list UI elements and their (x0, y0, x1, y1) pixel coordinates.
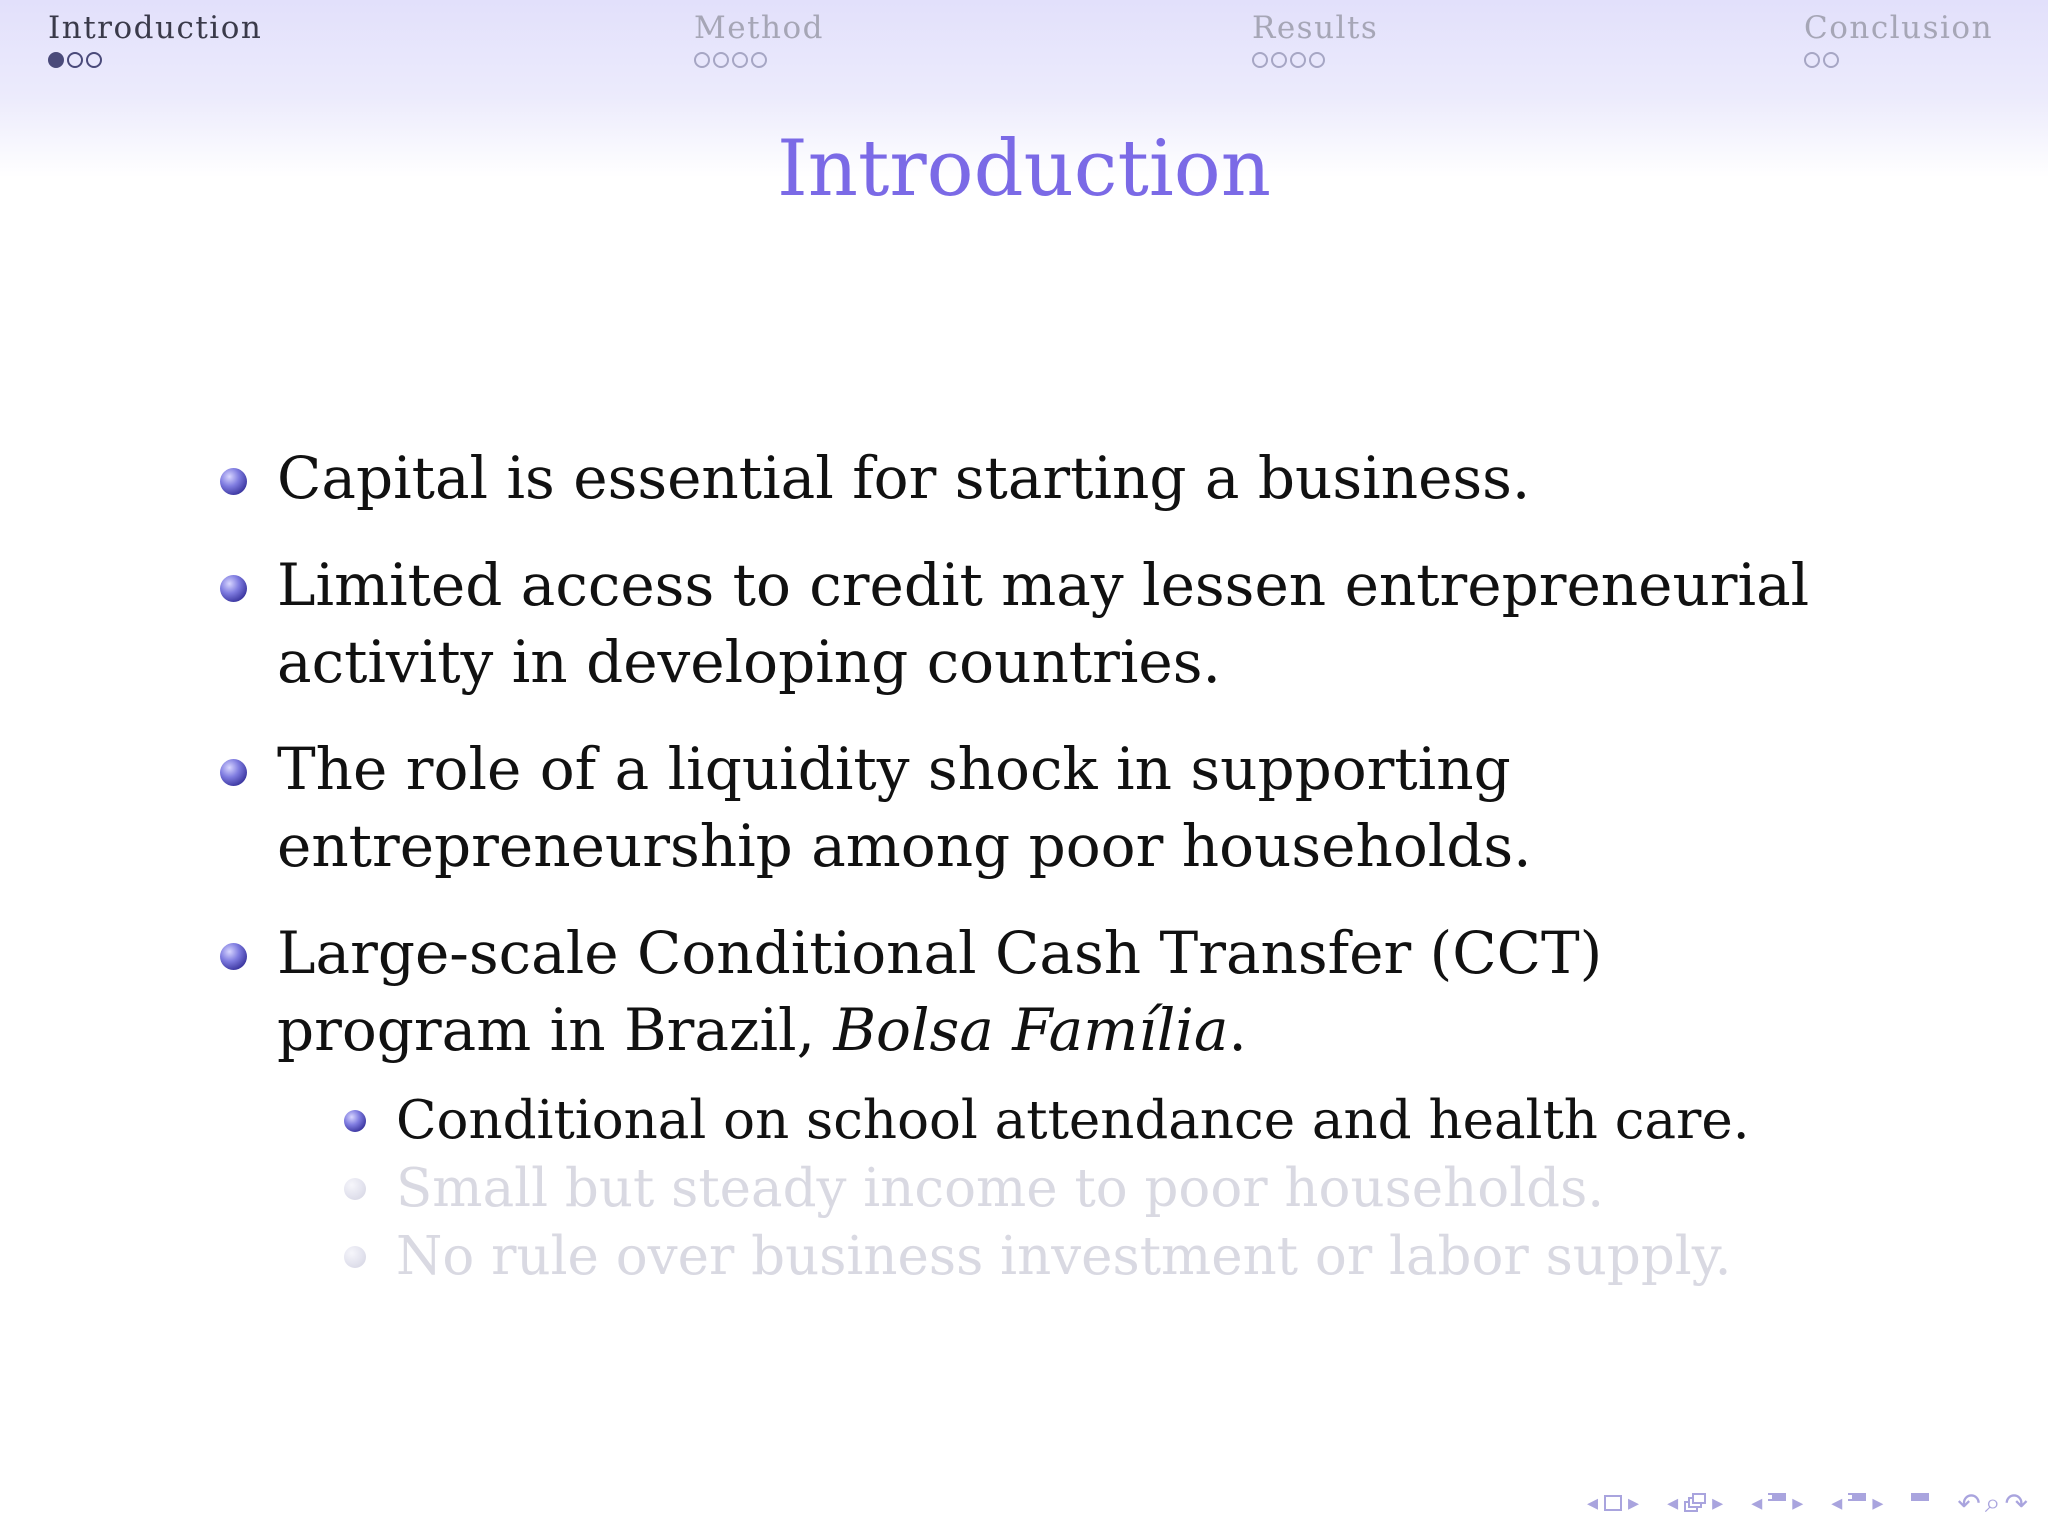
subsection-dot[interactable] (1309, 52, 1325, 68)
section-nav-group (1751, 1491, 1803, 1516)
subsection-icon[interactable] (1684, 1493, 1706, 1513)
subsection-dot[interactable] (1252, 52, 1268, 68)
next-section-icon[interactable]: ▸ (1792, 1490, 1804, 1516)
sub-list-item-dimmed (344, 1155, 1820, 1223)
program-name: Bolsa Família (833, 996, 1229, 1064)
sub-bullet-list (344, 1087, 1820, 1291)
subsection-dot[interactable] (1804, 52, 1820, 68)
next-frame-icon[interactable]: ▸ (1628, 1490, 1640, 1516)
list-item-text (277, 915, 1820, 1069)
sub-list-item (344, 1087, 1820, 1155)
list-item-text: Limited access to credit may lessen entrepreneurial activity in developing countries. (277, 551, 1810, 696)
list-item-text: The role of a liquidity shock in supporting entrepreneurship among poor households. (277, 735, 1532, 880)
list-item-text-prefix: Large-scale Conditional Cash Transfer (CCT) program in Brazil, (277, 919, 1603, 1064)
subsection-dot[interactable] (713, 52, 729, 68)
frame-nav-group (1587, 1491, 1639, 1516)
subsection-dot[interactable] (732, 52, 748, 68)
list-item-text: Capital is essential for starting a business. (277, 444, 1531, 512)
nav-section-introduction[interactable] (48, 10, 262, 68)
back-icon[interactable]: ↶ (1957, 1486, 1979, 1520)
page-nav-group (1831, 1491, 1883, 1516)
subsection-dots (1804, 52, 1993, 68)
page-icon[interactable] (1848, 1493, 1866, 1513)
list-item-text-suffix: . (1228, 996, 1247, 1064)
search-icon[interactable]: ⌕ (1984, 1486, 1999, 1519)
bullet-icon (220, 759, 247, 786)
bullet-icon (220, 468, 247, 495)
next-subsection-icon[interactable]: ▸ (1712, 1490, 1724, 1516)
next-page-icon[interactable]: ▸ (1872, 1490, 1884, 1516)
bullet-list (220, 440, 1820, 1291)
prev-subsection-icon[interactable]: ◂ (1667, 1490, 1679, 1516)
subsection-dot[interactable] (48, 52, 64, 68)
prev-section-icon[interactable]: ◂ (1751, 1490, 1763, 1516)
subsection-dot[interactable] (751, 52, 767, 68)
subsection-dot[interactable] (1290, 52, 1306, 68)
nav-section-method[interactable] (694, 10, 824, 68)
frame-title: Introduction (777, 124, 1271, 214)
nav-section-label[interactable]: Method (694, 10, 825, 46)
sub-bullet-icon (344, 1246, 366, 1268)
frame-icon[interactable] (1604, 1495, 1622, 1511)
bullet-icon (220, 943, 247, 970)
subsection-dot[interactable] (694, 52, 710, 68)
prev-frame-icon[interactable]: ◂ (1587, 1490, 1599, 1516)
subsection-dots (694, 52, 824, 68)
sub-bullet-icon (344, 1178, 366, 1200)
list-item (220, 731, 1820, 885)
sub-list-item-text: Small but steady income to poor households. (396, 1158, 1605, 1219)
nav-section-results[interactable] (1252, 10, 1378, 68)
nav-section-label[interactable]: Conclusion (1804, 10, 1994, 46)
bullet-icon (220, 575, 247, 602)
subsection-dots (1252, 52, 1378, 68)
nav-section-conclusion[interactable] (1804, 10, 1993, 68)
subsection-dot[interactable] (1823, 52, 1839, 68)
sub-list-item-dimmed (344, 1223, 1820, 1291)
forward-icon[interactable]: ↷ (2004, 1486, 2026, 1520)
subsection-dot[interactable] (86, 52, 102, 68)
appendix-nav-group (1911, 1493, 1929, 1513)
subsection-dot[interactable] (1271, 52, 1287, 68)
sub-list-item-text: Conditional on school attendance and health care. (396, 1090, 1750, 1151)
list-item (220, 915, 1820, 1069)
nav-section-label[interactable]: Results (1252, 10, 1379, 46)
section-icon[interactable] (1768, 1493, 1786, 1513)
appendix-icon[interactable] (1911, 1493, 1929, 1513)
list-item (220, 547, 1820, 701)
prev-page-icon[interactable]: ◂ (1831, 1490, 1843, 1516)
subsection-dot[interactable] (67, 52, 83, 68)
list-item (220, 440, 1820, 517)
sub-bullet-icon (344, 1110, 366, 1132)
navigation-controls (1559, 1486, 2026, 1520)
nav-section-label[interactable]: Introduction (48, 10, 263, 46)
sub-list-item-text: No rule over business investment or labor supply. (396, 1226, 1732, 1287)
subsection-nav-group (1667, 1491, 1723, 1516)
subsection-dots (48, 52, 262, 68)
search-nav-group (1957, 1486, 2026, 1520)
